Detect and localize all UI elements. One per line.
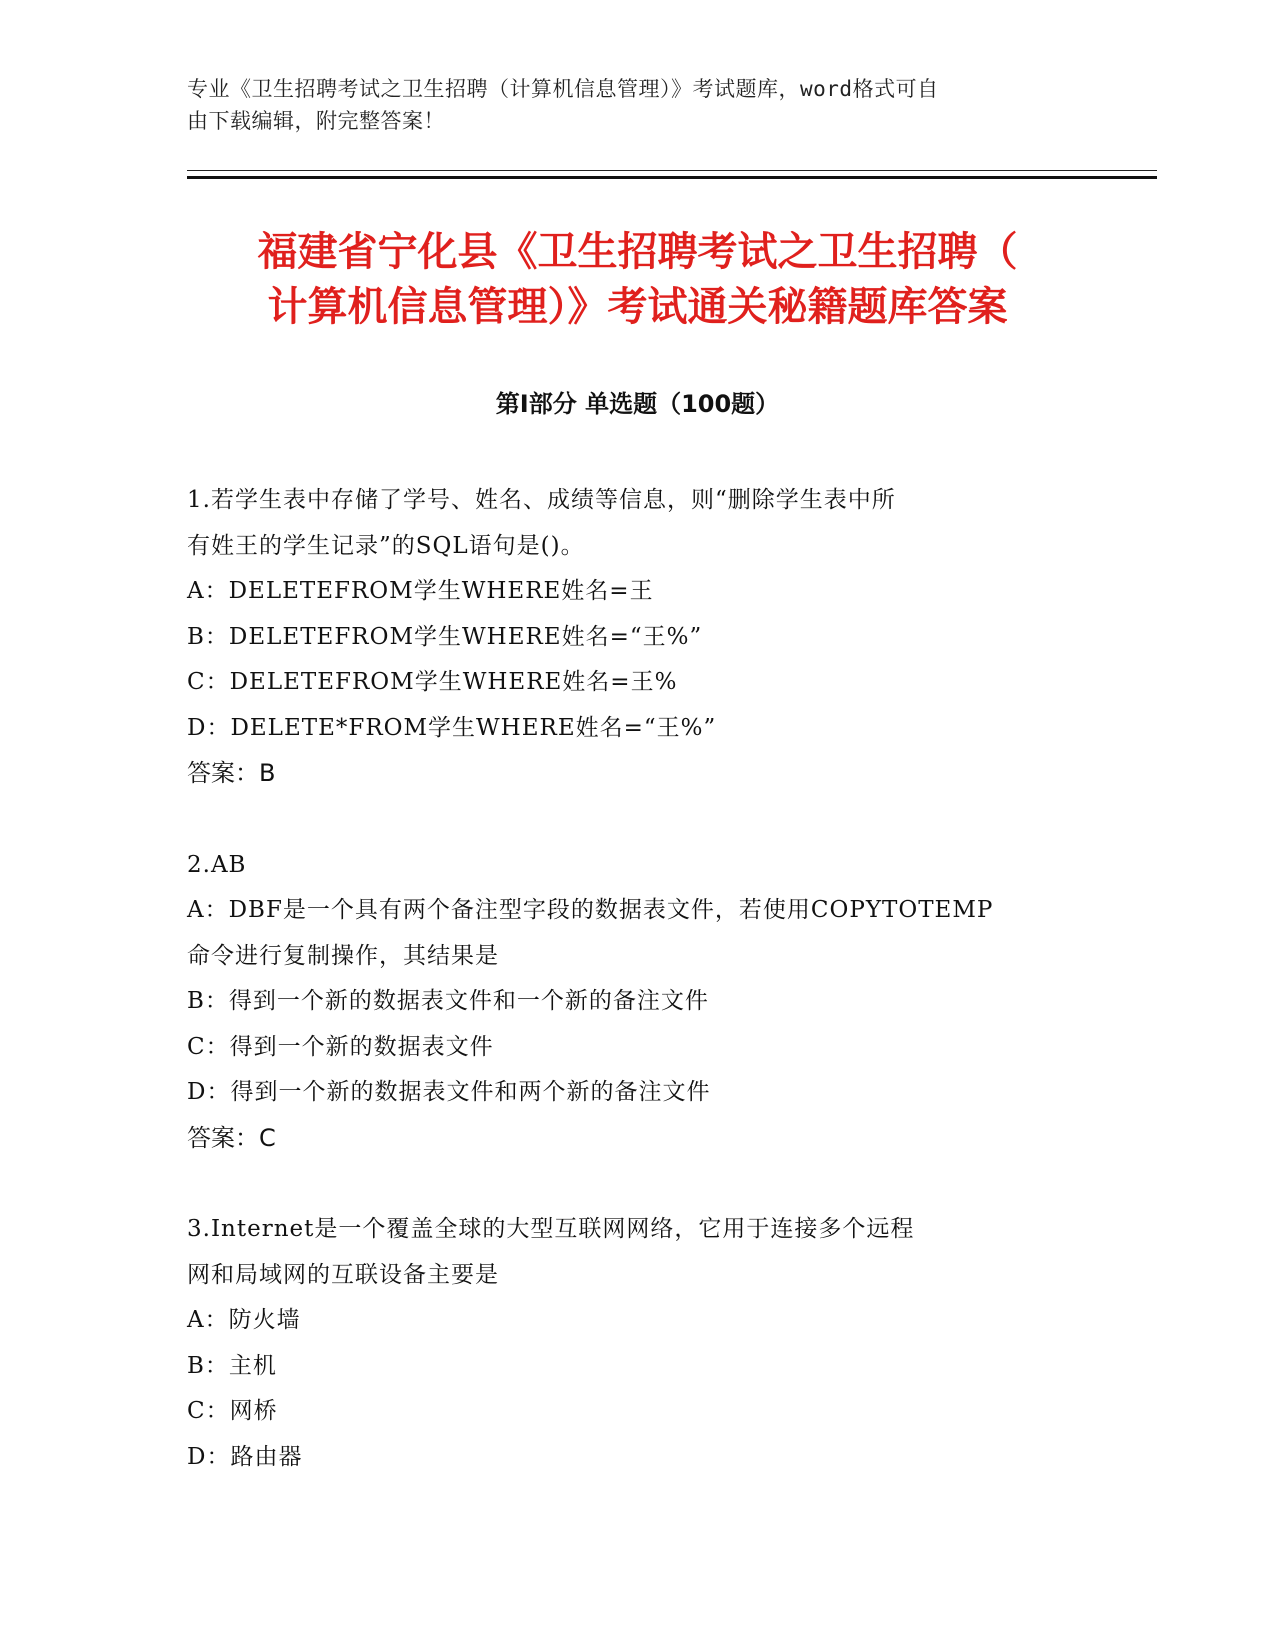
question-item [187,478,1087,797]
header-divider-thin [187,170,1157,171]
question-option: B：得到一个新的数据表文件和一个新的备注文件 [187,988,709,1014]
question-item [187,1207,1087,1480]
question-option: B：主机 [187,1352,277,1379]
question-option: A：DBF是一个具有两个备注型字段的数据表文件，若使用COPYTOTEMP [187,897,994,923]
header-note [187,73,1067,137]
question-option: D：得到一个新的数据表文件和两个新的备注文件 [187,1079,711,1105]
question-option: A：防火墙 [187,1307,301,1333]
question-option: 命令进行复制操作，其结果是 [187,942,499,969]
question-option: D：路由器 [187,1443,303,1470]
section-heading: 第Ⅰ部分 单选题（100题） [495,390,780,418]
document-title-line: 福建省宁化县《卫生招聘考试之卫生招聘（ [257,229,1018,275]
document-title [140,225,1135,335]
question-item [187,843,1087,1162]
question-answer: 答案：C [187,1123,276,1152]
question-answer: 答案：B [187,759,276,787]
question-option: B：DELETEFROM学生WHERE姓名=“王%” [187,623,703,650]
question-list [187,478,1087,1480]
question-option: C：DELETEFROM学生WHERE姓名=王% [187,669,678,695]
question-stem: 1.若学生表中存储了学号、姓名、成绩等信息，则“删除学生表中所 [187,487,896,513]
question-stem: 网和局域网的互联设备主要是 [187,1261,499,1288]
header-divider-thick [187,176,1157,179]
question-stem: 2.AB [187,851,247,878]
question-stem: 3.Internet是一个覆盖全球的大型互联网网络，它用于连接多个远程 [187,1216,915,1242]
question-option: A：DELETEFROM学生WHERE姓名=王 [187,578,654,604]
question-option: C：得到一个新的数据表文件 [187,1033,494,1060]
document-title-line: 计算机信息管理）》考试通关秘籍题库答案 [267,284,1008,330]
question-spacer [187,797,1087,843]
question-stem: 有姓王的学生记录”的SQL语句是()。 [187,532,585,559]
header-note-line: 由下载编辑，附完整答案！ [187,109,445,133]
question-option: C：网桥 [187,1398,278,1424]
question-option: D：DELETE*FROM学生WHERE姓名=“王%” [187,714,717,741]
header-note-line: 专业《卫生招聘考试之卫生招聘（计算机信息管理）》考试题库，word格式可自 [187,77,939,101]
question-spacer [187,1161,1087,1207]
